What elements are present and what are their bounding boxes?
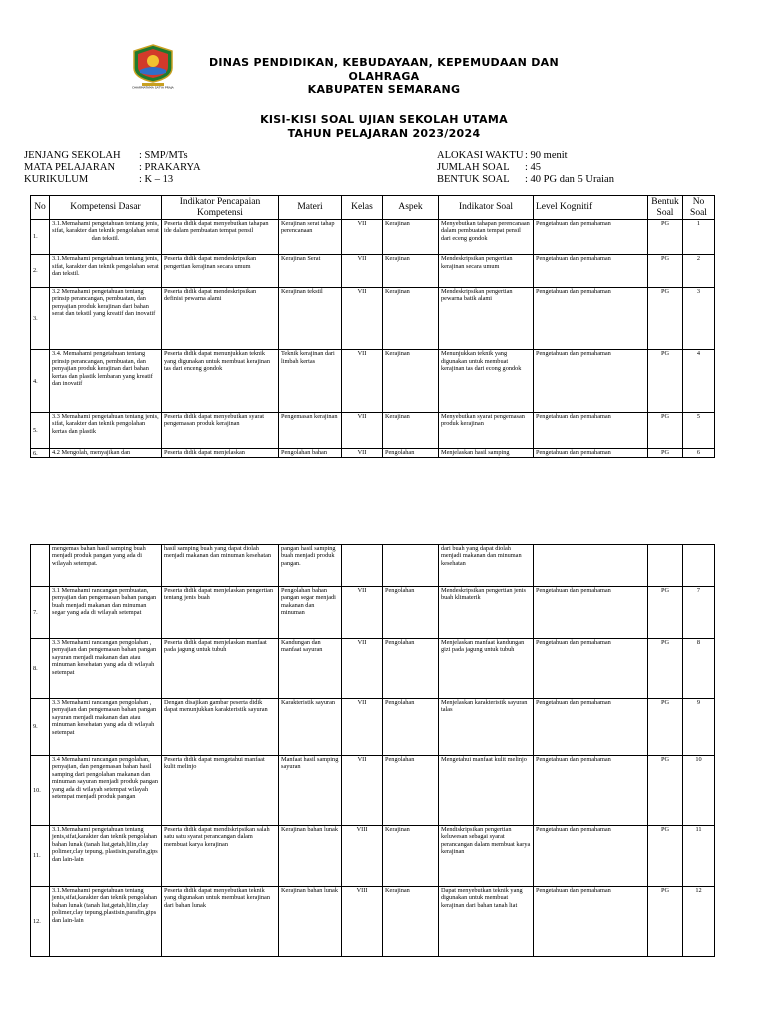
- kompetensi-dasar: 3.3 Memahami rancangan pengolahan , penyajian dan pengemasan bahan pangan sayuran menjadi makanan dan atau minuman kesehatan yang ada di wilayah setempat: [50, 699, 162, 756]
- level-kognitif: Pengetahuan dan pemahaman: [534, 287, 648, 350]
- col-header-nosoal: No Soal: [683, 196, 715, 220]
- meta-label: JUMLAH SOAL: [437, 162, 510, 173]
- nomor-soal: 5: [683, 413, 715, 449]
- row-no: 9.: [31, 699, 50, 756]
- bentuk-soal: PG: [648, 887, 683, 957]
- aspek: Kerajinan: [383, 220, 439, 255]
- meta-label: MATA PELAJARAN: [24, 162, 116, 173]
- row-no: 3.: [31, 287, 50, 350]
- table-row: [31, 220, 715, 255]
- level-kognitif: Pengetahuan dan pemahaman: [534, 756, 648, 826]
- kompetensi-dasar: 3.2 Memahami pengetahuan tentang prinsip perancangan, pembuatan, dan penyajian produk kerajinan dari bahan serat dan tekstil yang kreatif dan inovatif: [50, 287, 162, 350]
- grid-table-page2: [30, 544, 715, 957]
- bentuk-soal: PG: [648, 756, 683, 826]
- table-row: [31, 255, 715, 287]
- level-kognitif: Pengetahuan dan pemahaman: [534, 449, 648, 458]
- bentuk-soal: PG: [648, 255, 683, 287]
- meta-label: ALOKASI WAKTU: [437, 150, 524, 161]
- bentuk-soal: PG: [648, 587, 683, 639]
- indikator-soal: Menyebutkan syarat pengemasan produk kerajinan: [439, 413, 534, 449]
- nomor-soal: 7: [683, 587, 715, 639]
- level-kognitif: [534, 545, 648, 587]
- table-row: [31, 545, 715, 587]
- kompetensi-dasar: 3.1.Memahami pengetahuan tentang jenis,sifat,karakter dan teknik pengolahan bahan lunak (tanah liat,getah,lilin,clay polimer,clay tepung,plastisin,parafin,gips dan lain-lain: [50, 887, 162, 957]
- kompetensi-dasar: 4.2 Mengolah, menyajikan dan: [50, 449, 162, 458]
- table-row: [31, 756, 715, 826]
- bentuk-soal: PG: [648, 826, 683, 887]
- kelas: VII: [342, 449, 383, 458]
- aspek: Kerajinan: [383, 350, 439, 413]
- col-header-level: Level Kognitif: [534, 196, 648, 220]
- materi: Kerajinan bahan lunak: [279, 887, 342, 957]
- indikator-soal: dari buah yang dapat diolah menjadi makanan dan minuman kesehatan: [439, 545, 534, 587]
- materi: Kerajinan serat tahap perencanaan: [279, 220, 342, 255]
- kelas: VII: [342, 220, 383, 255]
- indikator-pencapaian: Peserta didik dapat menyebutkan tahapan ide dalam pembuatan tempat pensil: [162, 220, 279, 255]
- table-row: [31, 699, 715, 756]
- kelas: VII: [342, 413, 383, 449]
- kompetensi-dasar: 3.1.Memahami pengetahuan tentang jenis, sifat, karakter dan teknik pengolahan serat dan tekstil.: [50, 255, 162, 287]
- row-no: 1.: [31, 220, 50, 255]
- bentuk-soal: [648, 545, 683, 587]
- table-row: [31, 449, 715, 458]
- indikator-pencapaian: Peserta didik dapat mengetahui manfaat kulit melinjo: [162, 756, 279, 826]
- kompetensi-dasar: mengemas bahan hasil samping buah menjadi produk pangan yang ada di wilayah setempat.: [50, 545, 162, 587]
- materi: Teknik kerajinan dari limbah kertas: [279, 350, 342, 413]
- materi: Kerajinan Serat: [279, 255, 342, 287]
- col-header-bentuk: Bentuk Soal: [648, 196, 683, 220]
- agency-name-line2: OLAHRAGA: [348, 70, 420, 83]
- indikator-pencapaian: Peserta didik dapat menjelaskan manfaat pada jagung untuk tubuh: [162, 639, 279, 699]
- kelas: [342, 545, 383, 587]
- kelas: VIII: [342, 887, 383, 957]
- kelas: VII: [342, 699, 383, 756]
- row-no: 2.: [31, 255, 50, 287]
- kompetensi-dasar: 3.4. Memahami pengetahuan tentang prinsip perancangan, pembuatan, dan penyajian produk kerajinan dari bahan kertas dan plastik lembaran yang kreatif dan inovatif: [50, 350, 162, 413]
- col-header-kd: Kompetensi Dasar: [50, 196, 162, 220]
- logo-caption: DHARMATAMA SATYA PRAJA: [132, 85, 174, 89]
- nomor-soal: 10: [683, 756, 715, 826]
- aspek: Pengolahan: [383, 587, 439, 639]
- aspek: [383, 545, 439, 587]
- table-row: [31, 826, 715, 887]
- level-kognitif: Pengetahuan dan pemahaman: [534, 699, 648, 756]
- table-row: [31, 287, 715, 350]
- bentuk-soal: PG: [648, 350, 683, 413]
- kelas: VII: [342, 587, 383, 639]
- level-kognitif: Pengetahuan dan pemahaman: [534, 350, 648, 413]
- level-kognitif: Pengetahuan dan pemahaman: [534, 255, 648, 287]
- aspek: Kerajinan: [383, 887, 439, 957]
- indikator-soal: Mendeskripsikan pengertian jenis buah klimaterik: [439, 587, 534, 639]
- kelas: VII: [342, 255, 383, 287]
- kelas: VIII: [342, 826, 383, 887]
- materi: Pengolahan bahan: [279, 449, 342, 458]
- level-kognitif: Pengetahuan dan pemahaman: [534, 587, 648, 639]
- indikator-pencapaian: Peserta didik dapat menunjukkan teknik yang digunakan untuk membuat kerajinan tas dari enceng gondok: [162, 350, 279, 413]
- materi: Manfaat hasil samping sayuran: [279, 756, 342, 826]
- aspek: Pengolahan: [383, 699, 439, 756]
- level-kognitif: Pengetahuan dan pemahaman: [534, 887, 648, 957]
- aspek: Kerajinan: [383, 413, 439, 449]
- indikator-soal: Mendiskripsikan pengertian keluwesan sebagai syarat perancangan dalam membuat karya kerajinan: [439, 826, 534, 887]
- indikator-soal: Menjelaskan hasil samping: [439, 449, 534, 458]
- nomor-soal: [683, 545, 715, 587]
- meta-left: [24, 150, 201, 186]
- row-no: 6.: [31, 449, 50, 458]
- kompetensi-dasar: 3.1 Memahami rancangan pembuatan, penyajian dan pengemasan bahan pangan buah menjadi makanan dan minuman segar yang ada di wilayah setempat: [50, 587, 162, 639]
- indikator-pencapaian: Peserta didik dapat mendeskripsikan pengertian kerajinan secara umum: [162, 255, 279, 287]
- bentuk-soal: PG: [648, 699, 683, 756]
- table-row: [31, 413, 715, 449]
- table-row: [31, 887, 715, 957]
- kompetensi-dasar: 3.4 Memahami rancangan pengolahan, penyajian, dan pengemasan bahan hasil samping dari pengolahan makanan dan minuman sayuran menjadi produk pangan yang ada di wilayah setempat wilayah setempat menjadi produk pangan: [50, 756, 162, 826]
- row-no: 12.: [31, 887, 50, 957]
- agency-name-line1: DINAS PENDIDIKAN, KEBUDAYAAN, KEPEMUDAAN DAN: [208, 56, 559, 69]
- col-header-indikator-soal: Indikator Soal: [439, 196, 534, 220]
- kelas: VII: [342, 639, 383, 699]
- indikator-soal: Dapat menyebutkan teknik yang digunakan untuk membuat kerajinan dari bahan tanah liat: [439, 887, 534, 957]
- bentuk-soal: PG: [648, 639, 683, 699]
- row-no: [31, 545, 50, 587]
- row-no: 10.: [31, 756, 50, 826]
- bentuk-soal: PG: [648, 449, 683, 458]
- level-kognitif: Pengetahuan dan pemahaman: [534, 639, 648, 699]
- table-row: [31, 587, 715, 639]
- indikator-pencapaian: Peserta didik dapat menjelaskan: [162, 449, 279, 458]
- meta-value: : 90 menit: [525, 150, 568, 161]
- table-row: [31, 639, 715, 699]
- materi: Pengemasan kerajinan: [279, 413, 342, 449]
- indikator-pencapaian: Peserta didik dapat menjelaskan pengertian tentang jenis buah: [162, 587, 279, 639]
- meta-label: BENTUK SOAL: [437, 174, 510, 185]
- regency-name: KABUPATEN SEMARANG: [307, 83, 461, 96]
- kelas: VII: [342, 756, 383, 826]
- meta-label: KURIKULUM: [24, 174, 89, 185]
- kompetensi-dasar: 3.1.Memahami pengetahuan tentang jenis, sifat, karakter dan teknik pengolahan serat dan tekstil.: [50, 220, 162, 255]
- meta-value: : K – 13: [139, 174, 174, 185]
- meta-value: : 40 PG dan 5 Uraian: [525, 174, 614, 185]
- grid-table-page1: [30, 195, 715, 458]
- kelas: VII: [342, 287, 383, 350]
- indikator-soal: Mendeskripsikan pengertian pewarna batik alami: [439, 287, 534, 350]
- meta-value: : PRAKARYA: [139, 162, 201, 173]
- aspek: Kerajinan: [383, 287, 439, 350]
- level-kognitif: Pengetahuan dan pemahaman: [534, 220, 648, 255]
- meta-right: [437, 150, 614, 186]
- materi: Karakteristik sayuran: [279, 699, 342, 756]
- col-header-materi: Materi: [279, 196, 342, 220]
- col-header-kelas: Kelas: [342, 196, 383, 220]
- nomor-soal: 9: [683, 699, 715, 756]
- bentuk-soal: PG: [648, 413, 683, 449]
- nomor-soal: 6: [683, 449, 715, 458]
- row-no: 7.: [31, 587, 50, 639]
- row-no: 5.: [31, 413, 50, 449]
- materi: pangan hasil samping buah menjadi produk pangan.: [279, 545, 342, 587]
- indikator-pencapaian: Peserta didik dapat mendeskripsikan definisi pewarna alami: [162, 287, 279, 350]
- aspek: Kerajinan: [383, 826, 439, 887]
- meta-label: JENJANG SEKOLAH: [24, 150, 121, 161]
- indikator-soal: Menjelaskan karakteristik sayuran talas: [439, 699, 534, 756]
- document-title: KISI-KISI SOAL UJIAN SEKOLAH UTAMA: [260, 113, 508, 126]
- indikator-soal: Mendeskripsikan pengertian kerajinan secara umum: [439, 255, 534, 287]
- indikator-pencapaian: Peserta didik dapat menyebutkan teknik yang digunakan untuk membuat kerajinan dari bahan lunak: [162, 887, 279, 957]
- col-header-ipk: Indikator Pencapaian Kompetensi: [162, 196, 279, 220]
- nomor-soal: 11: [683, 826, 715, 887]
- indikator-pencapaian: Peserta didik dapat menyebutkan syarat pengemasan produk kerajinan: [162, 413, 279, 449]
- kompetensi-dasar: 3.3 Memahami rancangan pengolahan , penyajian dan pengemasan bahan pangan sayuran menjadi makanan dan atau minuman kesehatan yang ada di wilayah setempat: [50, 639, 162, 699]
- kompetensi-dasar: 3.1.Memahami pengetahuan tentang jenis,sifat,karakter dan teknik pengolahan bahan lunak (tanah liat,getah,lilin,clay polimer,clay tepung, plastisin,parafin,gips dan lain-lain: [50, 826, 162, 887]
- indikator-pencapaian: Dengan disajikan gambar peserta didik dapat menunjukkan karakteristik sayuran: [162, 699, 279, 756]
- row-no: 4.: [31, 350, 50, 413]
- table-row: [31, 350, 715, 413]
- indikator-soal: Menjelaskan manfaat kandungan gizi pada jagung untuk tubuh: [439, 639, 534, 699]
- materi: Kandungan dan manfaat sayuran: [279, 639, 342, 699]
- nomor-soal: 1: [683, 220, 715, 255]
- col-header-aspek: Aspek: [383, 196, 439, 220]
- row-no: 8.: [31, 639, 50, 699]
- indikator-pencapaian: Peserta didik dapat mendiskripsikan salah satu satu syarat perancangan dalam membuat karya kerajinan: [162, 826, 279, 887]
- nomor-soal: 3: [683, 287, 715, 350]
- aspek: Pengolahan: [383, 449, 439, 458]
- indikator-soal: Menunjukkan teknik yang digunakan untuk membuat kerajinan tas dari econg gondok: [439, 350, 534, 413]
- materi: Kerajinan bahan lunak: [279, 826, 342, 887]
- bentuk-soal: PG: [648, 287, 683, 350]
- aspek: Kerajinan: [383, 255, 439, 287]
- academic-year: TAHUN PELAJARAN 2023/2024: [287, 127, 481, 140]
- col-header-no: No: [31, 196, 50, 220]
- materi: Pengolahan bahan pangan segar menjadi makanan dan minuman: [279, 587, 342, 639]
- row-no: 11.: [31, 826, 50, 887]
- materi: Kerajinan tekstil: [279, 287, 342, 350]
- nomor-soal: 4: [683, 350, 715, 413]
- level-kognitif: Pengetahuan dan pemahaman: [534, 826, 648, 887]
- indikator-soal: Menyebutkan tahapan perencanaan dalam pembuatan tempat pensil dari eceng gondok: [439, 220, 534, 255]
- aspek: Pengolahan: [383, 756, 439, 826]
- nomor-soal: 8: [683, 639, 715, 699]
- nomor-soal: 12: [683, 887, 715, 957]
- aspek: Pengolahan: [383, 639, 439, 699]
- kelas: VII: [342, 350, 383, 413]
- level-kognitif: Pengetahuan dan pemahaman: [534, 413, 648, 449]
- meta-value: : 45: [525, 162, 542, 173]
- bentuk-soal: PG: [648, 220, 683, 255]
- nomor-soal: 2: [683, 255, 715, 287]
- kompetensi-dasar: 3.3 Memahami pengetahuan tentang jenis, sifat, karakter dan teknik pengolahan kertas dan plastik: [50, 413, 162, 449]
- indikator-pencapaian: hasil samping buah yang dapat diolah menjadi makanan dan minuman kesehatan: [162, 545, 279, 587]
- meta-value: : SMP/MTs: [139, 150, 188, 161]
- indikator-soal: Mengetahui manfaat kulit melinjo: [439, 756, 534, 826]
